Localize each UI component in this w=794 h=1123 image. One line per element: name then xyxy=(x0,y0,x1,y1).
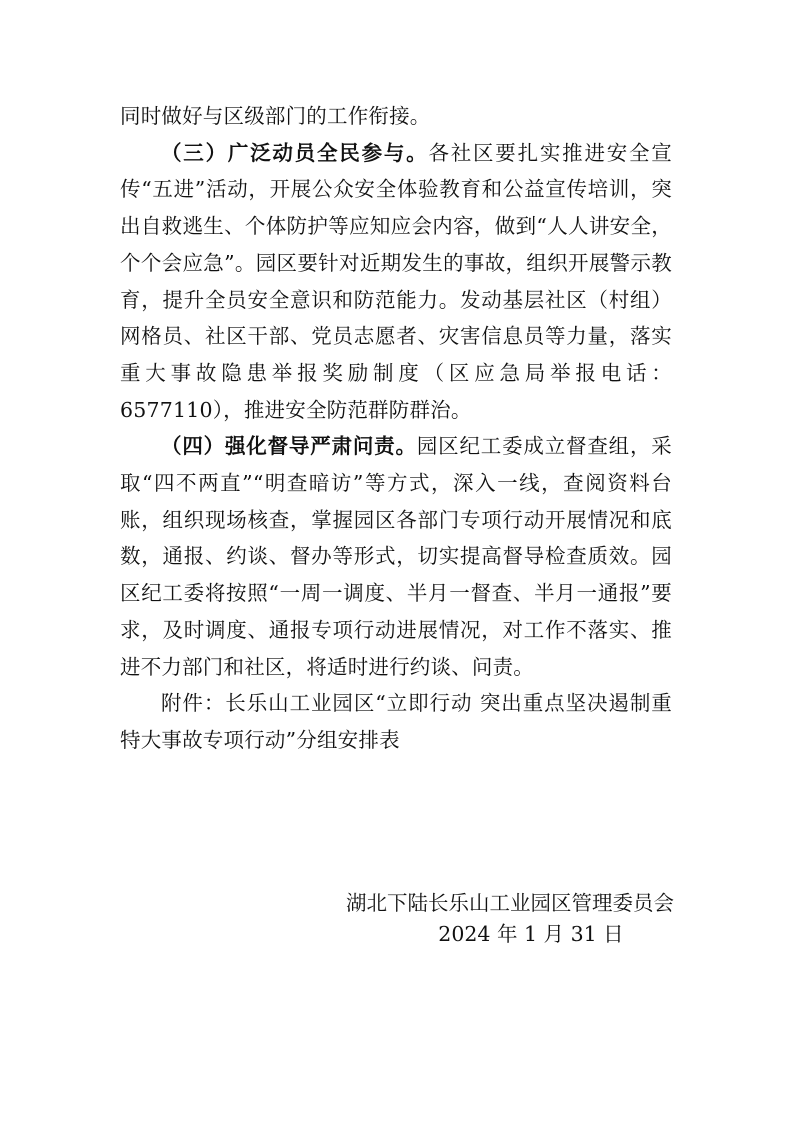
issue-date: 2024 年 1 月 31 日 xyxy=(438,922,624,946)
section-three-text: 各社区要扎实推进安全宣传“五进”活动，开展公众安全体验教育和公益宣传培训，突出自救逃生、个体防护等应知应会内容，做到“人人讲安全，个个会应急”。园区要针对近期发生的事故，组织开展警示教育，提升全员安全意识和防范能力。发动基层社区（村组）网格员、社区干部、党员志愿者、灾害信息员等力量，落实重大事故隐患举报奖励制度（区应急局举报电话：6577110），推进安全防范群防群治。 xyxy=(120,140,672,422)
section-three-heading: （三）广泛动员全民参与。 xyxy=(161,140,429,165)
continued-paragraph: 同时做好与区级部门的工作衔接。 xyxy=(120,104,431,128)
issuing-organization: 湖北下陆长乐山工业园区管理委员会 xyxy=(346,891,674,915)
attachment-note: 附件：长乐山工业园区“立即行动 突出重点坚决遏制重特大事故专项行动”分组安排表 xyxy=(120,691,672,752)
signature-block xyxy=(300,888,674,950)
section-four-heading: （四）强化督导严肃问责。 xyxy=(161,434,417,459)
document-body xyxy=(120,98,672,759)
section-four-paragraph xyxy=(120,428,672,685)
section-three-paragraph xyxy=(120,135,672,429)
section-four-text: 园区纪工委成立督查组，采取“四不两直”“明查暗访”等方式，深入一线，查阅资料台账，组织现场核查，掌握园区各部门专项行动开展情况和底数，通报、约谈、督办等形式，切实提高督导检查质效。园区纪工委将按照“一周一调度、半月一督查、半月一通报”要求，及时调度、通报专项行动进展情况，对工作不落实、推进不力部门和社区，将适时进行约谈、问责。 xyxy=(120,434,672,679)
